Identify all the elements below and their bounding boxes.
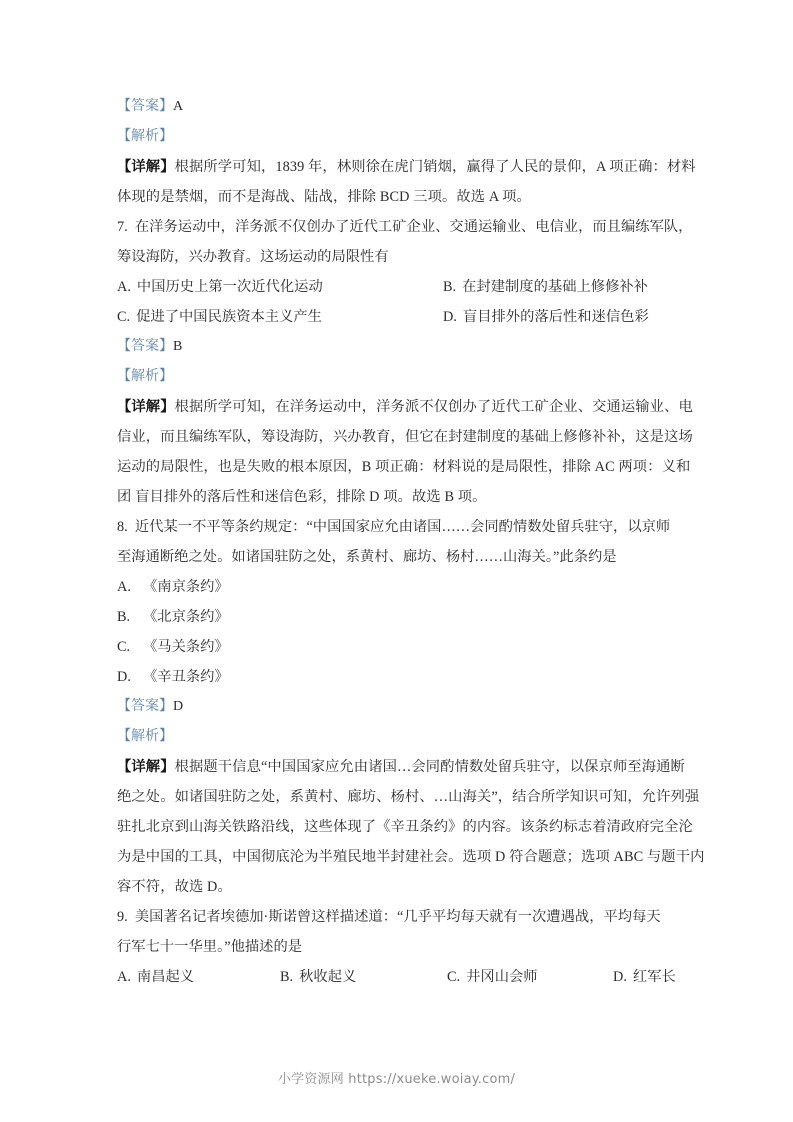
answer-label: 【答案】 — [117, 339, 173, 354]
option-a[interactable] — [117, 272, 323, 302]
detail-line: 驻扎北京到山海关铁路沿线，这些体现了《辛丑条约》的内容。该条约标志着清政府完全沦 — [117, 819, 693, 835]
question-stem-text: 在洋务运动中，洋务派不仅创办了近代工矿企业、交通运输业、电信业，而且编练军队， — [134, 219, 693, 235]
detail-line — [117, 152, 696, 182]
option-c[interactable] — [117, 632, 679, 662]
question-stem-text: 美国著名记者埃德加·斯诺曾这样描述道：“几乎平均每天就有一次遭遇战，平均每天 — [134, 909, 661, 925]
detail-line: 为是中国的工具，中国彻底沦为半殖民地半封建社会。选项 D 符合题意；选项 ABC 与题干内 — [117, 849, 705, 865]
option-letter: D. — [117, 669, 131, 685]
option-letter: C. — [117, 309, 131, 325]
question-stem — [117, 212, 693, 242]
question-number: 8. — [117, 519, 128, 535]
detail-text: 根据题干信息“中国国家应允由诸国…会同酌情数处留兵驻守，以保京师至海通断 — [174, 759, 685, 775]
option-text: 促进了中国民族资本主义产生 — [136, 309, 322, 325]
option-text: 《辛丑条约》 — [143, 669, 229, 685]
question-number: 9. — [117, 909, 128, 925]
option-text: 中国历史上第一次近代化运动 — [136, 279, 323, 295]
detail-label: 【详解】 — [117, 399, 175, 415]
option-text: 红军长 — [632, 969, 676, 985]
option-a[interactable] — [117, 572, 679, 602]
option-d[interactable] — [613, 962, 676, 992]
answer-label: 【答案】 — [117, 699, 173, 714]
question-stem-text: 近代某一不平等条约规定：“中国国家应允由诸国……会同酌情数处留兵驻守，以京师 — [134, 519, 671, 535]
detail-line: 容不符，故选 D。 — [117, 879, 232, 895]
option-row — [117, 302, 679, 332]
option-letter: A. — [117, 969, 131, 985]
detail-label: 【详解】 — [117, 759, 175, 775]
option-text: 《南京条约》 — [143, 579, 229, 595]
question-stem — [117, 902, 679, 932]
question-stem-cont: 筹设海防，兴办教育。这场运动的局限性有 — [117, 249, 389, 265]
analysis-label: 【解析】 — [117, 729, 173, 744]
question-number: 7. — [117, 219, 128, 235]
option-letter: A. — [117, 279, 131, 295]
answer-row — [117, 332, 679, 362]
document-body — [117, 92, 705, 992]
detail-line — [117, 392, 693, 422]
option-b[interactable] — [443, 272, 648, 302]
answer-value: A — [173, 99, 184, 114]
detail-line: 团 盲目排外的落后性和迷信色彩，排除 D 项。故选 B 项。 — [117, 489, 487, 505]
answer-row — [117, 92, 679, 122]
option-letter: D. — [443, 309, 457, 325]
option-letter: A. — [117, 579, 131, 595]
option-b[interactable] — [280, 962, 356, 992]
detail-line: 信业，而且编练军队，筹设海防，兴办教育，但它在封建制度的基础上修修补补，这是这场 — [117, 429, 693, 445]
option-a[interactable] — [117, 962, 194, 992]
detail-text: 根据所学可知，在洋务运动中，洋务派不仅创办了近代工矿企业、交通运输业、电 — [174, 399, 693, 415]
answer-block-q6 — [117, 92, 696, 212]
answer-value: B — [173, 339, 183, 354]
option-b[interactable] — [117, 602, 679, 632]
option-letter: B. — [280, 969, 294, 985]
question-stem — [117, 512, 679, 542]
detail-line: 体现的是禁烟，而不是海战、陆战，排除 BCD 三项。故选 A 项。 — [117, 189, 531, 205]
option-row — [117, 962, 679, 992]
footer-watermark — [0, 1068, 793, 1087]
detail-line — [117, 752, 685, 782]
option-text: 南昌起义 — [136, 969, 195, 985]
option-text: 盲目排外的落后性和迷信色彩 — [462, 309, 649, 325]
option-text: 秋收起义 — [299, 969, 357, 985]
option-text: 井冈山会师 — [466, 969, 538, 985]
detail-line: 运动的局限性，也是失败的根本原因，B 项正确：材料说的是局限性，排除 AC 两项：义和 — [117, 459, 691, 475]
option-c[interactable] — [117, 302, 322, 332]
question-8 — [117, 512, 679, 692]
detail-label: 【详解】 — [117, 159, 175, 175]
option-d[interactable] — [117, 662, 679, 692]
option-letter: B. — [117, 609, 131, 625]
analysis-label: 【解析】 — [117, 369, 173, 384]
option-letter: B. — [443, 279, 457, 295]
question-stem-cont: 至海通断绝之处。如诸国驻防之处，系黄村、廊坊、杨村……山海关。”此条约是 — [117, 549, 617, 565]
question-7 — [117, 212, 693, 332]
answer-value: D — [173, 699, 184, 714]
answer-row — [117, 692, 679, 722]
detail-line: 绝之处。如诸国驻防之处，系黄村、廊坊、杨村、…山海关”，结合所学知识可知，允许列强 — [117, 789, 700, 805]
option-letter: D. — [613, 969, 627, 985]
footer-site-name: 小学资源网 — [277, 1072, 349, 1087]
option-letter: C. — [447, 969, 461, 985]
answer-label: 【答案】 — [117, 99, 173, 114]
footer-url: https://xueke.woiay.com/ — [348, 1072, 516, 1087]
option-d[interactable] — [443, 302, 649, 332]
question-9 — [117, 902, 679, 992]
option-c[interactable] — [447, 962, 538, 992]
option-text: 在封建制度的基础上修修补补 — [462, 279, 648, 295]
option-letter: C. — [117, 639, 131, 655]
option-text: 《北京条约》 — [143, 609, 229, 625]
option-text: 《马关条约》 — [143, 639, 229, 655]
question-stem-cont: 行军七十一华里。”他描述的是 — [117, 939, 303, 955]
option-row — [117, 272, 679, 302]
detail-text: 根据所学可知，1839 年，林则徐在虎门销烟，赢得了人民的景仰，A 项正确：材料 — [174, 159, 696, 175]
analysis-label: 【解析】 — [117, 129, 173, 144]
answer-block-q7 — [117, 332, 693, 512]
answer-block-q8 — [117, 692, 705, 902]
